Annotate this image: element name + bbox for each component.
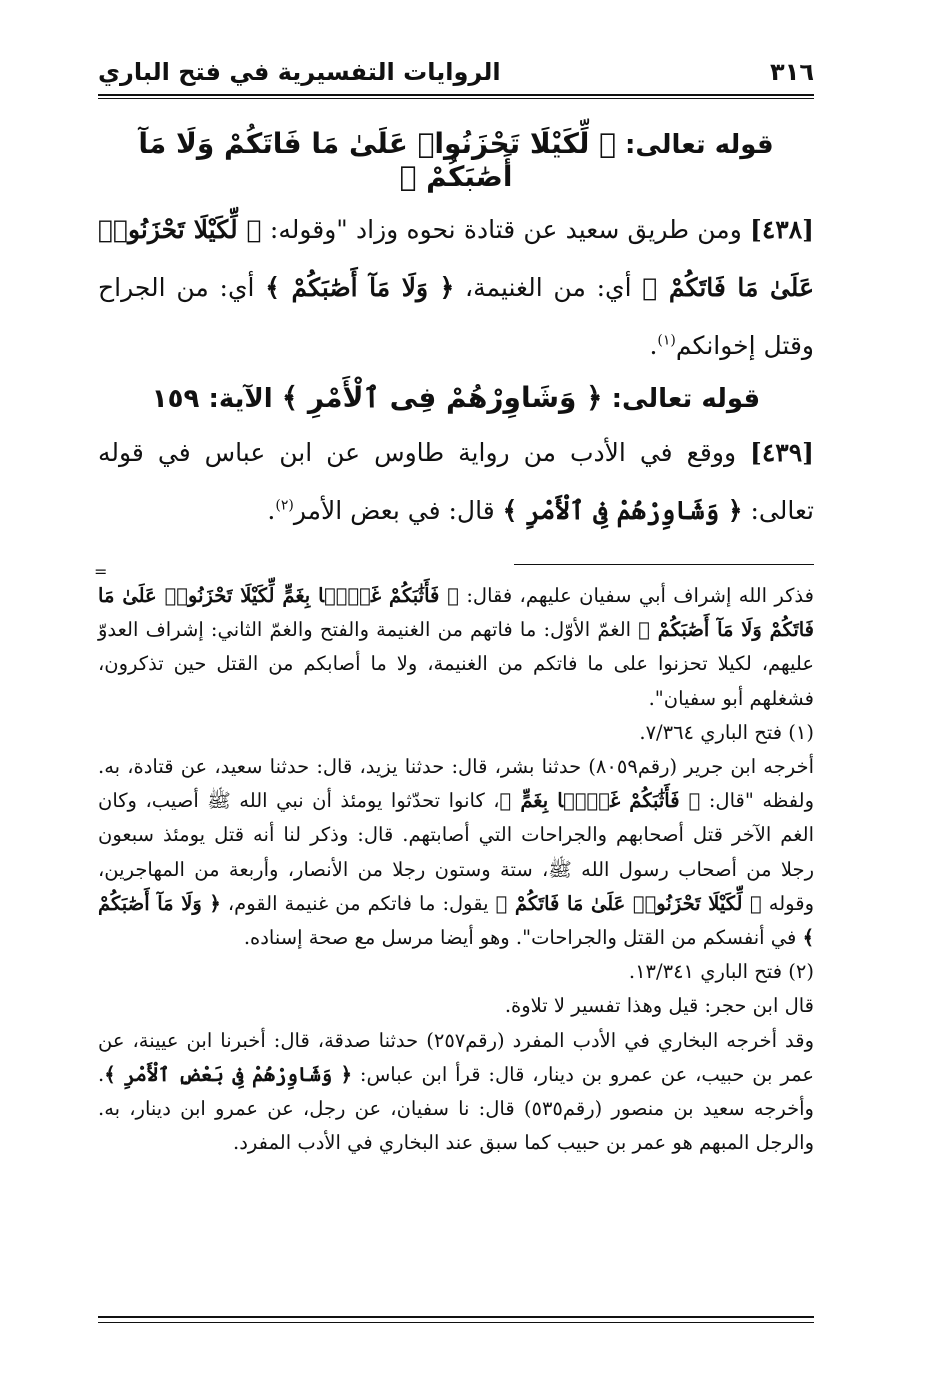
quran-quote: ﴿ لِّكَيْلَا تَحْزَنُوا۟ عَلَىٰ مَا فَاتَكُمْ ﴾ [98,215,814,302]
continuation-mark: = [94,562,108,581]
footer-rule [98,1316,814,1323]
footnote-label: (٢) [788,960,814,984]
footnote-text: أخرجه ابن جرير (رقم٨٠٥٩) حدثنا بشر، قال: حدثنا يزيد، قال: حدثنا سعيد، عن قتادة، به. ولفظه "قال: [98,755,814,813]
footnote-label: (١) [788,720,814,744]
heading-prefix: قوله تعالى: [611,384,761,414]
quran-quote: ﴿ وَشَاوِرْهُمْ فِى ٱلْأَمْرِ ﴾ [502,496,743,525]
paragraph-end: . [267,496,276,525]
paragraph-number: [٤٣٩] [750,438,814,467]
footnote-text: . وأخرجه سعيد بن منصور (رقم٥٣٥) قال: نا سفيان، عن رجل، عن عمرو ابن دينار، به. والرجل المبهم هو عمر بن حبيب كما سبق عند البخاري في الأدب المفرد. [98,1062,814,1155]
paragraph-number: [٤٣٨] [750,215,814,244]
paragraph-438 [98,201,814,375]
footnote-source: فتح الباري ٧/٣٦٤. [639,720,783,744]
section-heading-2 [98,381,814,414]
header-rule [98,94,814,99]
footnote-1-body [98,750,814,955]
paragraph-439 [98,424,814,540]
separator-line [514,564,814,565]
footnote-text: فذكر الله إشراف أبي سفيان عليهم، فقال: [466,584,814,607]
footnote-2-body [98,1024,814,1161]
footnote-text: يقول: ما فاتكم من غنيمة القوم، [227,891,489,915]
quran-quote: ﴿ وَلَا مَآ أَصَٰبَكُمْ ﴾ [265,273,455,302]
heading-prefix: قوله تعالى: [625,130,774,160]
paragraph-end: . [649,331,658,360]
page-number: ٣١٦ [770,58,814,86]
paragraph-text: أي: من الغنيمة، [465,273,632,302]
footnote-text: الغمّ الأوّل: ما فاتهم من الغنيمة والفتح والغمّ الثاني: إشراف العدوّ عليهم، لكيلا تحزنوا على ما فاتكم من الغنيمة، ولا ما أصابكم من القتل حين تذكرون، فشغلهم أبو سفيان". [98,618,814,710]
quran-quote: ﴿ فَأَثَٰبَكُمْ غَمًّۢا بِغَمٍّ ﴾ [499,789,701,813]
quran-quote: ﴿ وَشَاوِرْهُمْ فِى بَعْضِ ٱلْأَمْرِ ﴾ [104,1062,353,1086]
footnote-text: في أنفسكم من القتل والجراحات". وهو أيضا مرسل مع صحة إسناده. [243,926,797,950]
footnote-ref: (١) [657,332,676,349]
paragraph-text: ومن طريق سعيد عن قتادة نحوه وزاد "وقوله: [269,215,742,244]
quran-quote: ﴿ فَأَثَٰبَكُمْ غَمًّۢا بِغَمٍّ لِّكَيْلَا تَحْزَنُوا۟ عَلَىٰ مَا فَاتَكُمْ وَلَا مَآ أَصَٰبَكُمْ ﴾ [98,584,815,642]
footnote-separator [94,562,814,581]
footnote-text: قال ابن حجر: قيل وهذا تفسير لا تلاوة. [504,994,814,1018]
footnotes [98,579,814,1160]
quran-quote: ﴿ لِّكَيْلَا تَحْزَنُوا۟ عَلَىٰ مَا فَاتَكُمْ ﴾ [495,891,762,915]
running-header [98,52,814,90]
book-page [94,52,815,1160]
section-heading-1 [98,127,814,193]
paragraph-text: ووقع في الأدب من رواية طاوس عن ابن عباس في قوله تعالى: [98,438,814,525]
footnote-text: ، كانوا تحدّثوا يومئذ أن نبي الله ﷺ أصيب، وكان الغم الآخر قتل أصحابهم والجراحات التي أصابتهم. قال: وذكر لنا أنه قتل يومئذ سبعون رجلا من أصحاب رسول الله ﷺ، ستة وستون رجلا من الأنصار، وأربعة من المهاجرين، وقوله [98,789,814,915]
footnote-continuation [98,579,814,716]
heading-verse: ﴿ وَشَاوِرْهُمْ فِى ٱلْأَمْرِ ﴾ [281,381,603,414]
paragraph-text: قال: في بعض الأمر [293,496,495,525]
paragraph-text: أي: من الجراح وقتل إخوانكم [98,273,814,360]
footnote-2-ref [98,955,814,989]
heading-verse: ﴿ لِّكَيْلَا تَحْزَنُوا۟ عَلَىٰ مَا فَاتَكُمْ وَلَا مَآ أَصَٰبَكُمْ ﴾ [138,127,616,193]
quran-quote: ﴿ وَلَا مَآ أَصَٰبَكُمْ ﴾ [98,891,814,950]
footnote-text: وقد أخرجه البخاري في الأدب المفرد (رقم٢٥٧) حدثنا صدقة، قال: أخبرنا ابن عيينة، عن عمر بن حبيب، عن عمرو بن دينار، قال: قرأ ابن عباس: [98,1028,814,1086]
footnote-source: فتح الباري ١٣/٣٤١. [628,960,783,984]
running-title: الروايات التفسيرية في فتح الباري [98,58,501,86]
footnote-1-ref [98,716,814,750]
heading-suffix: الآية: ١٥٩ [151,384,273,414]
footnote-2-line1 [98,989,814,1023]
footnote-ref: (٢) [275,497,294,514]
